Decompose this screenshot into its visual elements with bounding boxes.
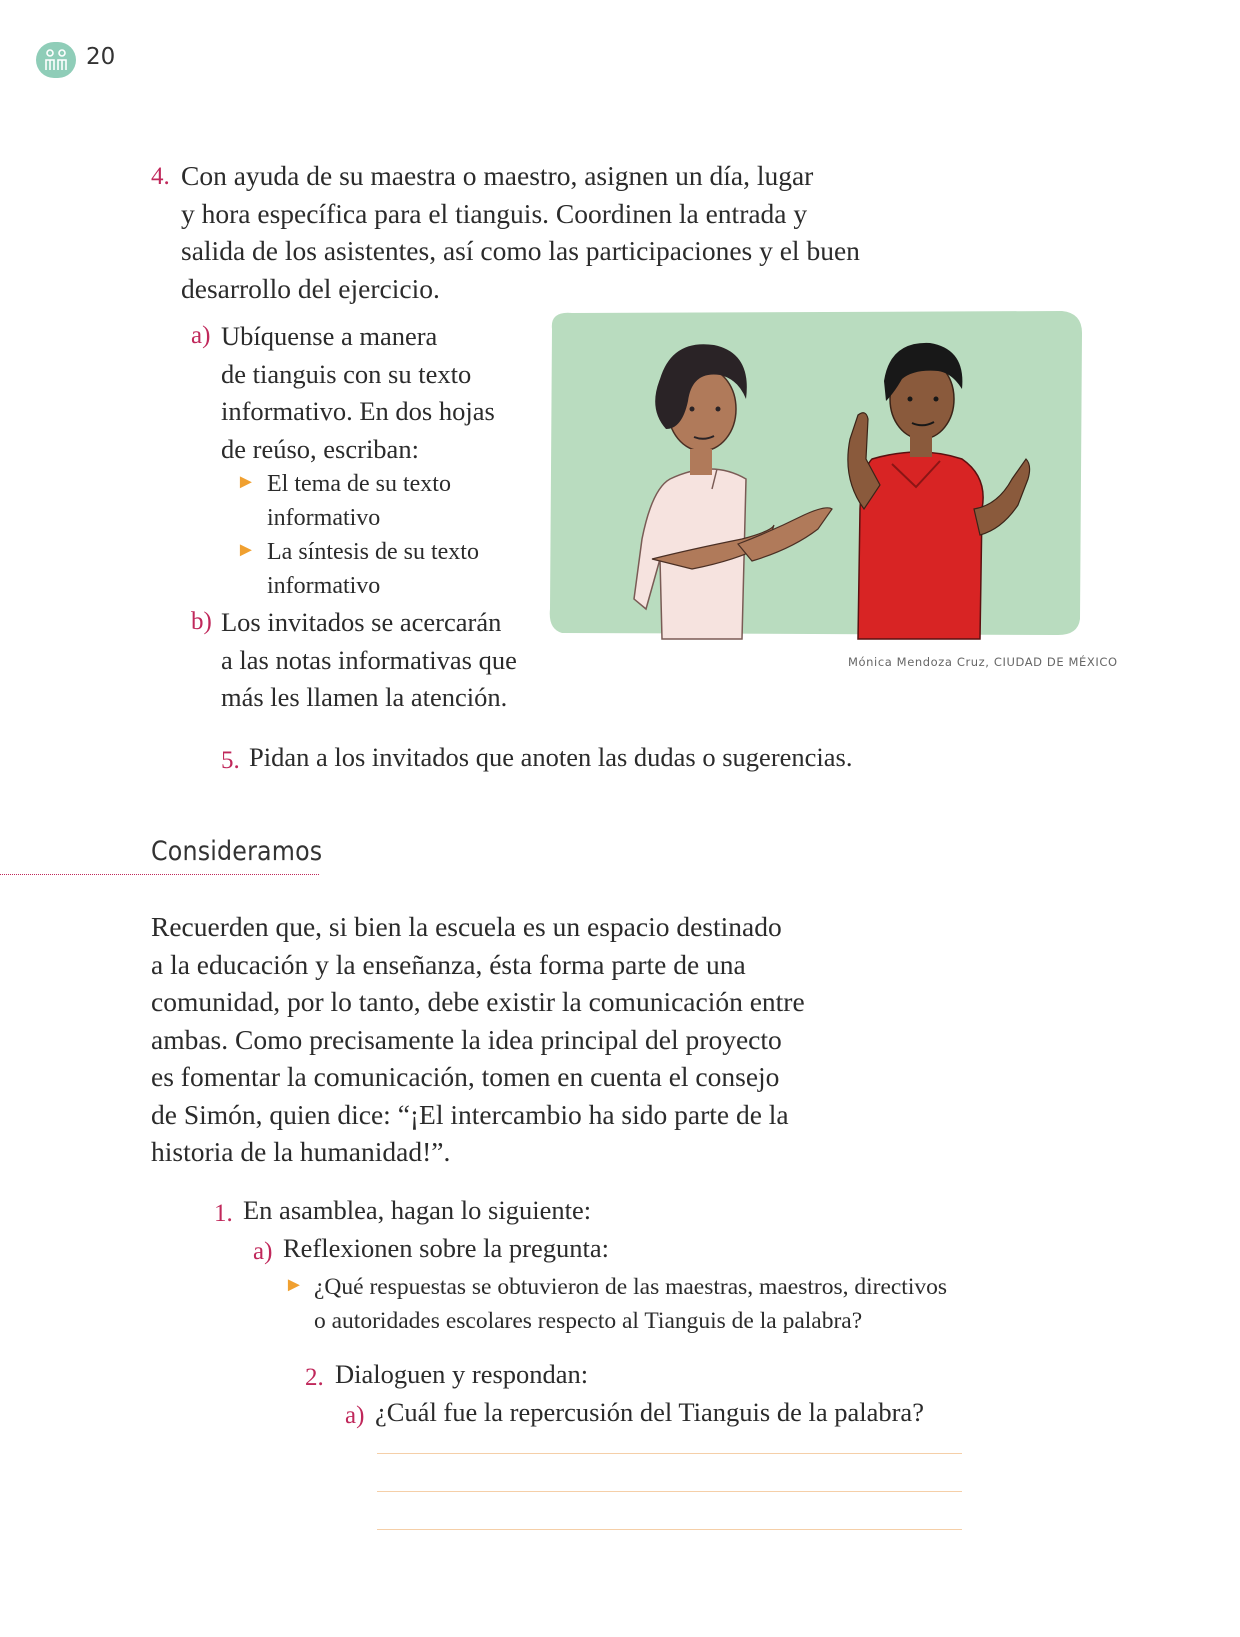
section-paragraph	[151, 908, 805, 1171]
text-line: informativo	[267, 573, 381, 599]
text-line: El tema de su texto	[267, 471, 451, 497]
text-line: y hora específica para el tianguis. Coordinen la entrada y	[181, 197, 808, 229]
step-4-number: 4.	[151, 163, 170, 190]
text-line: a la educación y la enseñanza, ésta forma parte de una	[151, 948, 746, 980]
bullet-arrow-icon: ►	[236, 471, 256, 493]
step-4-text	[181, 157, 860, 307]
step-5-number: 5.	[221, 747, 240, 774]
item-1-number: 1.	[214, 1200, 233, 1227]
page-badge	[36, 42, 76, 78]
text-line: comunidad, por lo tanto, debe existir la comunicación entre	[151, 986, 805, 1017]
item-1a-text: Reflexionen sobre la pregunta:	[283, 1233, 609, 1263]
bullet-item	[267, 467, 451, 535]
item-2a-label: a)	[345, 1402, 365, 1429]
text-line: salida de los asistentes, así como las participaciones y el buen	[181, 235, 860, 266]
text-line: o autoridades escolares respecto al Tianguis de la palabra?	[314, 1308, 863, 1334]
text-line: es fomentar la comunicación, tomen en cuenta el consejo	[151, 1061, 780, 1092]
section-title: Consideramos	[151, 836, 323, 867]
answer-line[interactable]	[377, 1453, 962, 1454]
text-line: más les llamen la atención.	[221, 682, 508, 712]
step-4b-label: b)	[191, 608, 212, 635]
text-line: La síntesis de su texto	[267, 539, 479, 565]
text-line: Con ayuda de su maestra o maestro, asignen un día, lugar	[181, 160, 814, 191]
text-line: ambas. Como precisamente la idea principal del proyecto	[151, 1023, 782, 1055]
text-line: Recuerden que, si bien la escuela es un espacio destinado	[151, 911, 782, 942]
illustration-credit: Mónica Mendoza Cruz, CIUDAD DE MÉXICO	[848, 655, 1118, 669]
step-5-text: Pidan a los invitados que anoten las dudas o sugerencias.	[249, 742, 853, 772]
children-icon	[42, 48, 70, 72]
step-4a-label: a)	[191, 322, 211, 349]
section-divider	[0, 874, 319, 875]
step-4a-text	[221, 318, 495, 468]
question-text	[314, 1270, 947, 1338]
text-line: desarrollo del ejercicio.	[181, 272, 440, 304]
text-line: de reúso, escriban:	[221, 433, 419, 464]
text-line: de tianguis con su texto	[221, 358, 472, 389]
text-line: Ubíquense a manera	[221, 321, 438, 351]
answer-line[interactable]	[377, 1491, 962, 1492]
item-2a-text: ¿Cuál fue la repercusión del Tianguis de la palabra?	[375, 1397, 924, 1427]
bullet-arrow-icon: ►	[236, 539, 256, 561]
text-line: informativo	[267, 505, 381, 531]
item-1-text: En asamblea, hagan lo siguiente:	[243, 1195, 592, 1225]
text-line: historia de la humanidad!”.	[151, 1136, 451, 1167]
item-1a-label: a)	[253, 1238, 273, 1265]
text-line: informativo. En dos hojas	[221, 396, 495, 426]
item-2-number: 2.	[305, 1364, 324, 1391]
text-line: ¿Qué respuestas se obtuvieron de las maestras, maestros, directivos	[314, 1274, 948, 1300]
text-line: Los invitados se acercarán	[221, 607, 502, 637]
item-2-text: Dialoguen y respondan:	[335, 1359, 589, 1389]
illustration-two-children	[542, 309, 1090, 643]
page-number: 20	[86, 44, 116, 70]
answer-line[interactable]	[377, 1529, 962, 1530]
bullet-item	[267, 535, 479, 603]
bullet-arrow-icon: ►	[284, 1274, 304, 1296]
step-4b-text	[221, 604, 517, 717]
text-line: de Simón, quien dice: “¡El intercambio ha sido parte de la	[151, 1098, 789, 1130]
text-line: a las notas informativas que	[221, 644, 517, 675]
